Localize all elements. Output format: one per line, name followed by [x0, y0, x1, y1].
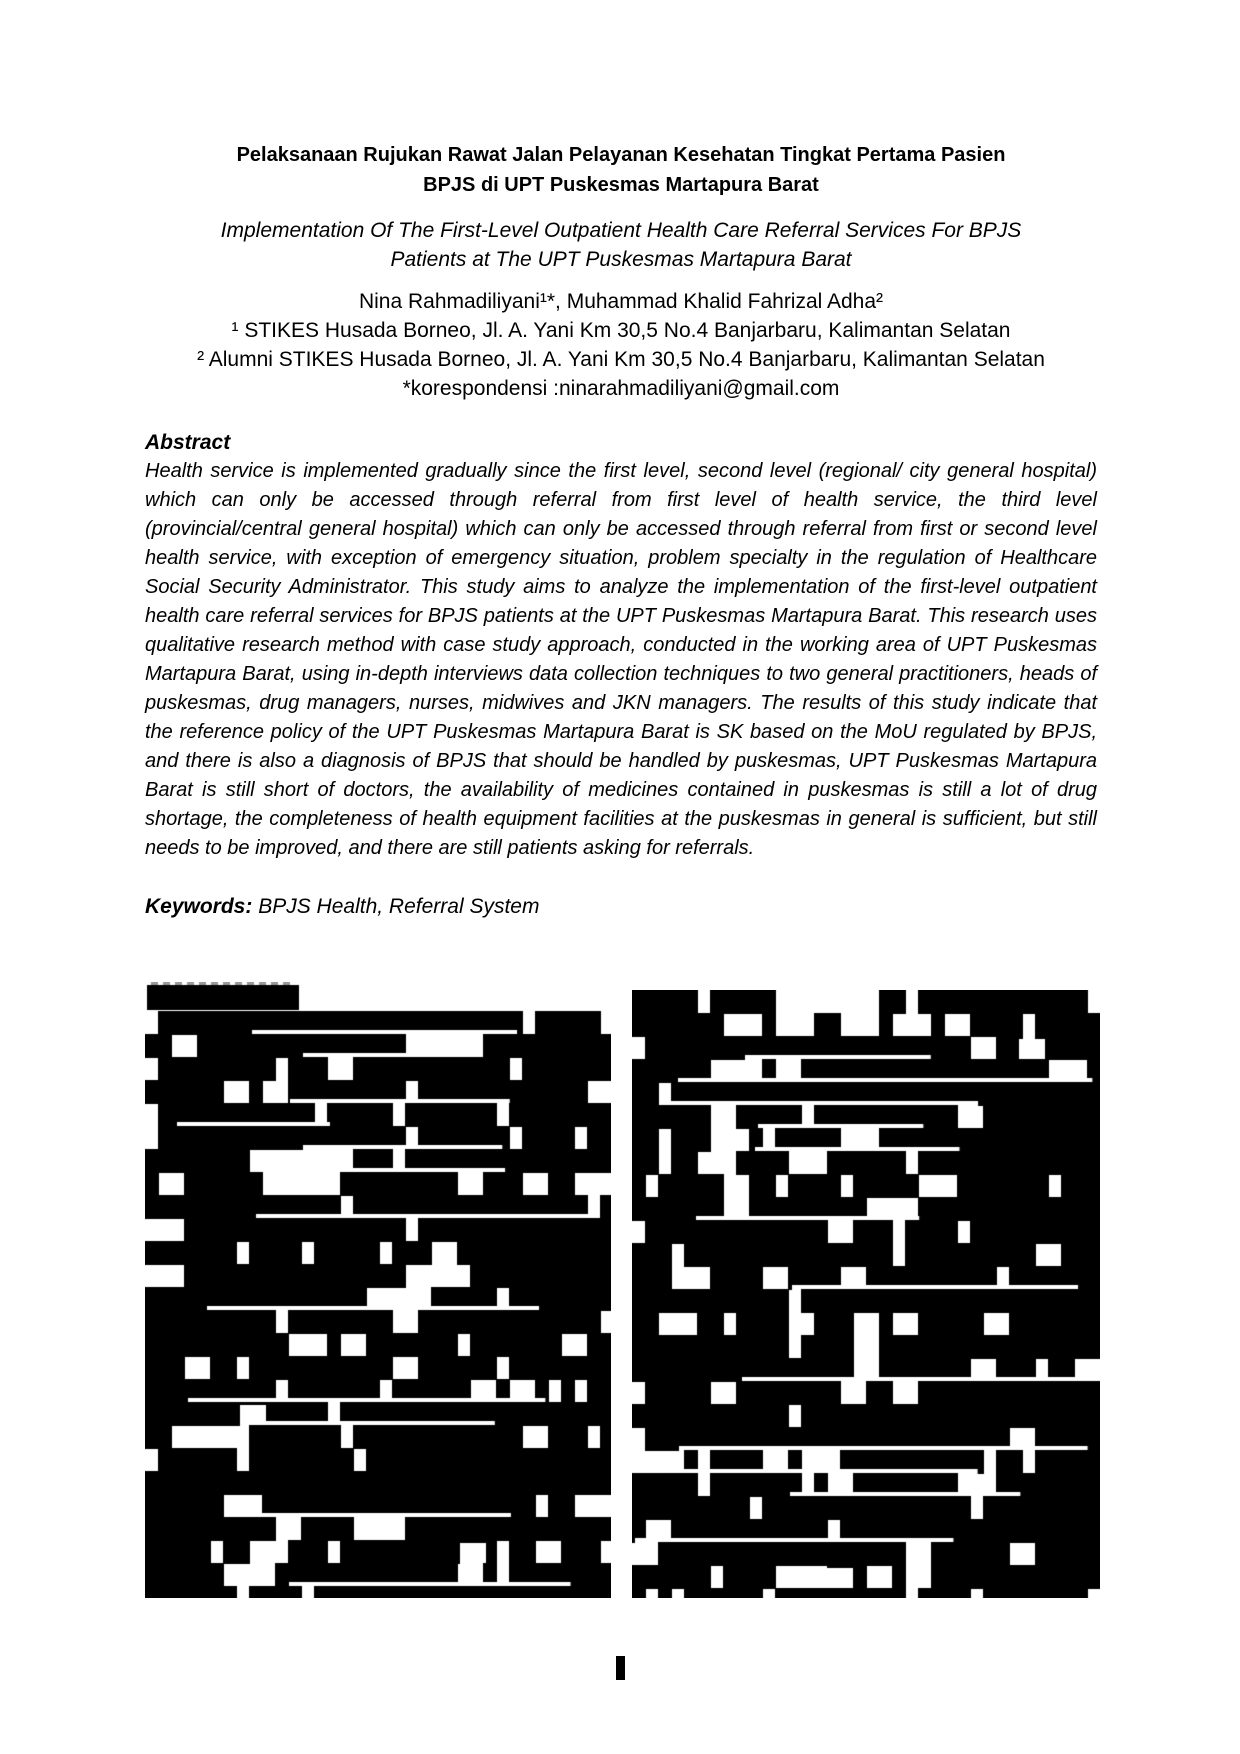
- authors-block: [145, 287, 1097, 403]
- abstract-body: Health service is implemented gradually since the first level, second level (regional/ city general hospital) which can only be accessed through referral from first level of health service, the third level (provincial/central general hospital) which can only be accessed through referral from first or second level health service, with exception of emergency situation, problem specialty in the regulation of Healthcare Social Security Administrator. This study aims to analyze the implementation of the first-level outpatient health care referral services for BPJS patients at the UPT Puskesmas Martapura Barat. This research uses qualitative research method with case study approach, conducted in the working area of UPT Puskesmas Martapura Barat, using in-depth interviews data collection techniques to two general practitioners, heads of puskesmas, drug managers, nurses, midwives and JKN managers. The results of this study indicate that the reference policy of the UPT Puskesmas Martapura Barat is SK based on the MoU regulated by BPJS, and there is also a diagnosis of BPJS that should be handled by puskesmas, UPT Puskesmas Martapura Barat is still short of doctors, the availability of medicines contained in puskesmas is still a lot of drug shortage, the completeness of health equipment facilities at the puskesmas in general is sufficient, but still needs to be improved, and there are still patients asking for referrals.: [145, 460, 1097, 859]
- article-title-line2: BPJS di UPT Puskesmas Martapura Barat: [423, 174, 819, 196]
- authors-line: Nina Rahmadiliyani¹*, Muhammad Khalid Fahrizal Adha²: [358, 290, 884, 313]
- redacted-body-column-right: [632, 990, 1100, 1598]
- redacted-body-column-left: [145, 982, 611, 1598]
- keywords-value: BPJS Health, Referral System: [252, 895, 540, 918]
- keywords-line: [145, 892, 1097, 921]
- article-subtitle: [145, 216, 1097, 274]
- article-header: [145, 140, 1097, 921]
- abstract-heading: Abstract: [145, 431, 231, 454]
- keywords-label: Keywords:: [145, 895, 253, 918]
- affiliation-2: ² Alumni STIKES Husada Borneo, Jl. A. Yani Km 30,5 No.4 Banjarbaru, Kalimantan Selatan: [197, 348, 1045, 371]
- page-number-redacted: [616, 1656, 625, 1680]
- article-subtitle-line2: Patients at The UPT Puskesmas Martapura Barat: [390, 248, 852, 271]
- article-title-line1: Pelaksanaan Rujukan Rawat Jalan Pelayanan Kesehatan Tingkat Pertama Pasien: [236, 144, 1006, 166]
- affiliation-1: ¹ STIKES Husada Borneo, Jl. A. Yani Km 30,5 No.4 Banjarbaru, Kalimantan Selatan: [231, 319, 1011, 342]
- correspondence-line: *korespondensi :ninarahmadiliyani@gmail.com: [402, 377, 840, 400]
- article-subtitle-line1: Implementation Of The First-Level Outpatient Health Care Referral Services For BPJS: [220, 219, 1022, 242]
